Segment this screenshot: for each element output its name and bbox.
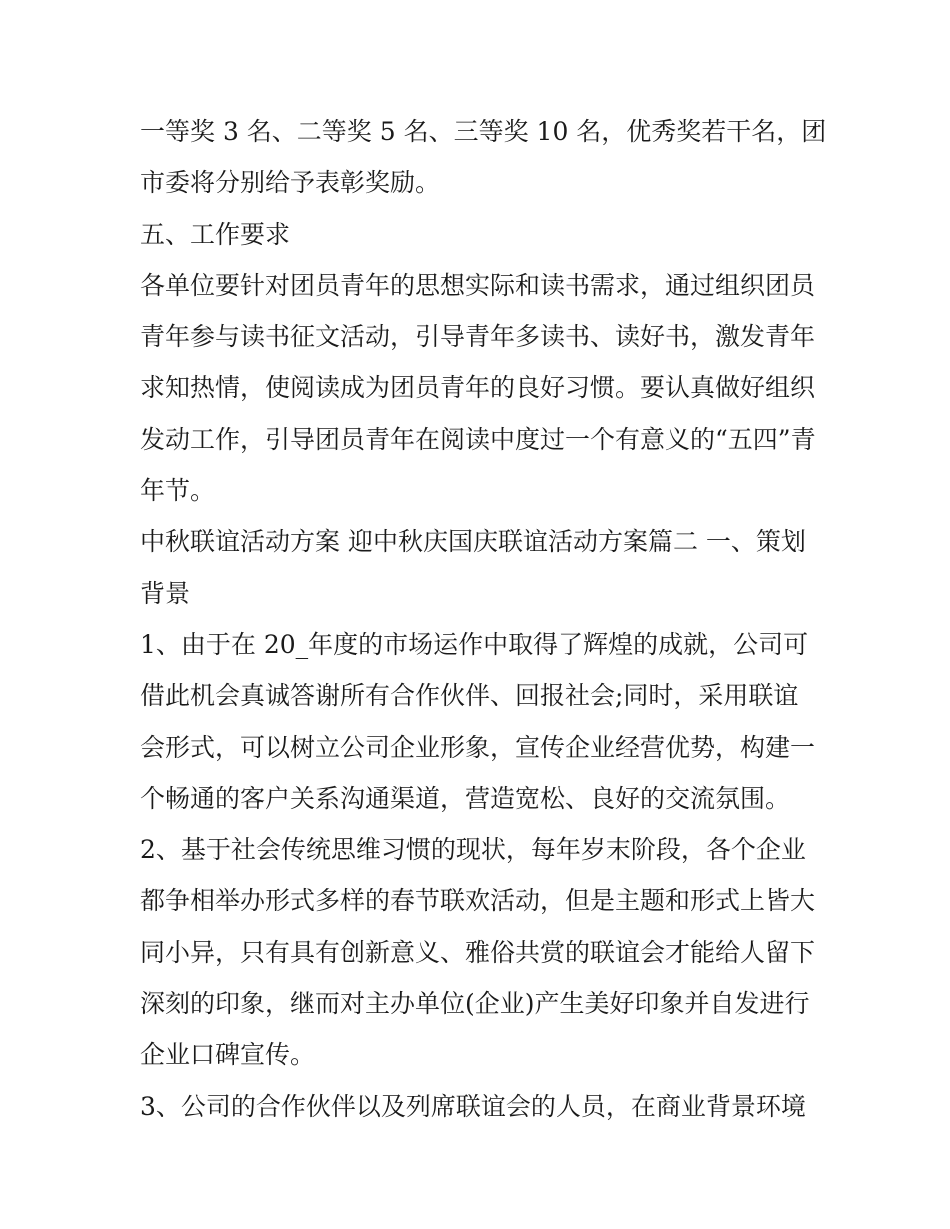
section-heading: 五、工作要求 [140,219,291,249]
text-line: 求知热情，使阅读成为团员青年的良好习惯。要认真做好组织 [140,373,816,403]
text-line: 都争相举办形式多样的春节联欢活动，但是主题和形式上皆大 [140,886,816,916]
text-line: 个畅通的客户关系沟通渠道，营造宽松、良好的交流氛围。 [140,783,791,813]
text-line: 企业口碑宣传。 [140,1040,316,1070]
text-line: 同小异，只有具有创新意义、雅俗共赏的联谊会才能给人留下 [140,937,816,967]
text-line: 借此机会真诚答谢所有合作伙伴、回报社会;同时，采用联谊 [140,681,799,711]
text-line: 会形式，可以树立公司企业形象，宣传企业经营优势，构建一 [140,732,816,762]
text-line: 1、由于在 20_年度的市场运作中取得了辉煌的成就，公司可 [140,629,809,659]
text-line: 一等奖 3 名、二等奖 5 名、三等奖 10 名，优秀奖若干名，团 [140,117,827,146]
document-body [140,106,827,1132]
text-line: 发动工作，引导团员青年在阅读中度过一个有意义的“五四”青 [140,424,816,454]
text-line: 年节。 [140,476,216,506]
text-line: 市委将分别给予表彰奖励。 [140,168,441,198]
text-line: 背景 [140,578,191,608]
text-line: 深刻的印象，继而对主办单位(企业)产生美好印象并自发进行 [140,989,810,1019]
text-line: 2、基于社会传统思维习惯的现状，每年岁末阶段，各个企业 [140,835,806,865]
section-heading: 中秋联谊活动方案 迎中秋庆国庆联谊活动方案篇二 一、策划 [140,527,806,557]
text-line: 各单位要针对团员青年的思想实际和读书需求，通过组织团员 [140,270,816,300]
text-line: 3、公司的合作伙伴以及列席联谊会的人员，在商业背景环境 [140,1091,806,1121]
text-line: 青年参与读书征文活动，引导青年多读书、读好书，激发青年 [140,322,816,352]
